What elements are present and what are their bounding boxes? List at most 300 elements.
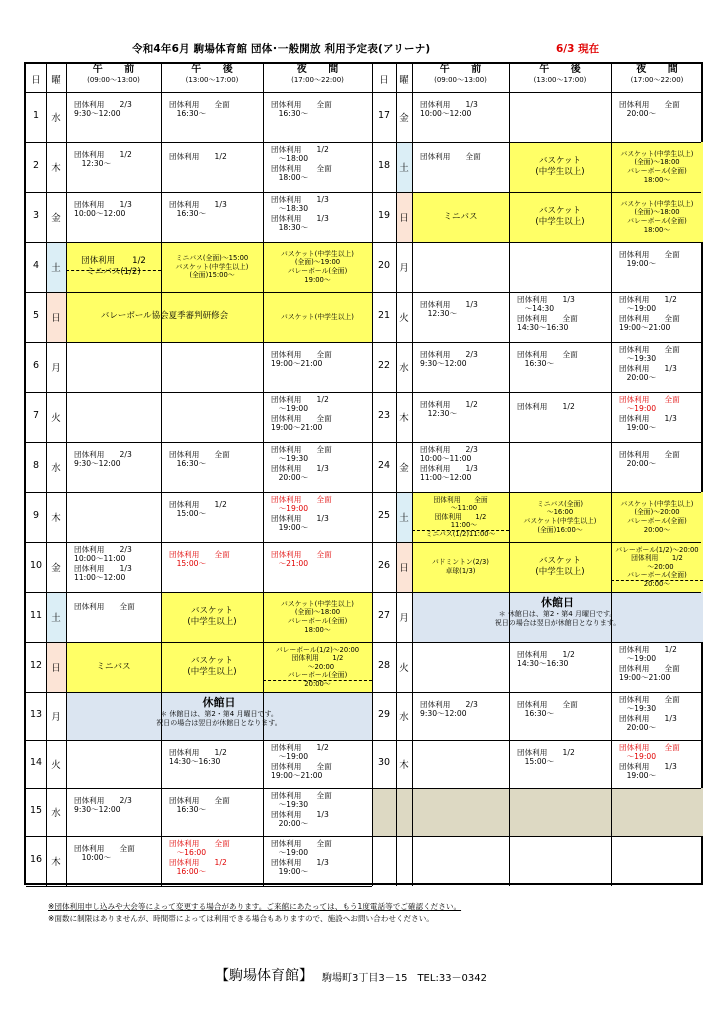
slot-text: 団体利用 全面 xyxy=(619,250,680,259)
slot-text: 団体利用 2/3 xyxy=(74,545,132,554)
slot-nt xyxy=(611,92,703,142)
grid-line xyxy=(26,442,701,443)
header-pm xyxy=(509,64,611,92)
slot-am xyxy=(66,242,161,292)
slot-text: 20:00～ xyxy=(271,473,309,483)
slot-text: ～19:00 xyxy=(271,404,309,414)
day-number: 7 xyxy=(32,410,40,421)
slot-text: 20:00～ xyxy=(619,373,657,383)
slot-text: 団体利用 2/3 xyxy=(74,100,132,109)
slot-pm xyxy=(161,392,263,442)
dow-cell xyxy=(46,442,66,492)
grid-line xyxy=(26,642,701,643)
day-of-week: 水 xyxy=(399,363,409,374)
header-dow-label: 曜 xyxy=(399,75,409,86)
slot-text: 15:00～ xyxy=(169,509,207,519)
day-number-cell xyxy=(26,292,46,342)
slot-pm xyxy=(161,592,263,642)
slot-text: ～18:30 xyxy=(271,204,309,214)
slot-nt xyxy=(611,692,703,740)
day-of-week: 火 xyxy=(51,760,61,771)
slot-nt xyxy=(611,192,703,242)
slot-text: 団体利用 1/3 xyxy=(271,857,329,867)
day-number: 27 xyxy=(377,610,391,621)
closed-day xyxy=(66,692,372,740)
event-label: (中学生以上) xyxy=(535,167,585,177)
facility-address: 駒場町3丁目3－15 TEL:33－0342 xyxy=(322,973,487,984)
slot-text: ～19:00 xyxy=(619,654,657,664)
day-number: 20 xyxy=(377,260,391,271)
dow-cell xyxy=(46,542,66,592)
dow-cell xyxy=(46,242,66,292)
slot-nt xyxy=(263,92,372,142)
dow-cell xyxy=(46,142,66,192)
dow-cell xyxy=(46,292,66,342)
page-title: 令和4年6月 駒場体育館 団体･一般開放 利用予定表(アリーナ) xyxy=(132,43,431,55)
event-am-pm xyxy=(66,292,263,342)
slot-text: 団体利用 全面 xyxy=(74,602,135,611)
slot-text: 団体利用 全面 xyxy=(169,450,230,459)
header-night-time: (17:00～22:00) xyxy=(291,76,344,84)
event-label: バスケット xyxy=(538,206,582,216)
slot-am xyxy=(412,242,509,292)
slot-pm xyxy=(509,692,611,740)
note-1: ※団体利用申し込みや大会等によって変更する場合があります。ご来館にあたっては、もう1度電話等でご確認ください。 xyxy=(48,902,462,911)
dow-cell xyxy=(396,292,412,342)
slot-pm xyxy=(509,142,611,192)
slot-text: 団体利用 全面 xyxy=(169,839,230,848)
slot-text: 15:00～ xyxy=(169,559,207,569)
day-number: 1 xyxy=(32,110,40,121)
slot-text: 団体利用 全面 xyxy=(271,550,332,559)
day-of-week: 土 xyxy=(51,613,61,624)
slot-text: 12:30～ xyxy=(74,159,112,169)
slot-text: 9:30～12:00 xyxy=(74,109,121,119)
day-number-cell xyxy=(372,642,396,692)
as-of-date: 6/3 現在 xyxy=(556,43,600,55)
slot-am xyxy=(412,92,509,142)
event-label: (全面)～18:00 xyxy=(634,158,680,167)
slot-pm xyxy=(509,342,611,392)
event-label: (全面)～18:00 xyxy=(294,608,341,617)
event-label: バスケット xyxy=(538,156,582,166)
day-number: 13 xyxy=(29,709,43,720)
slot-text: 団体利用 1/3 xyxy=(619,713,677,723)
separator xyxy=(263,680,372,681)
day-number: 16 xyxy=(29,854,43,865)
day-number-cell xyxy=(372,392,396,442)
slot-am xyxy=(412,192,509,242)
slot-pm xyxy=(509,92,611,142)
slot-text: 団体利用 1/3 xyxy=(420,300,478,309)
slot-text: 9:30～12:00 xyxy=(74,459,121,469)
dow-cell xyxy=(46,492,66,542)
slot-text: 16:30～ xyxy=(169,805,207,815)
slot-text: 20:00～ xyxy=(271,819,309,829)
day-number-cell xyxy=(26,740,46,788)
slot-am xyxy=(66,492,161,542)
day-number: 18 xyxy=(377,160,391,171)
day-number-cell xyxy=(26,192,46,242)
grid-line xyxy=(26,192,701,193)
slot-text: 団体利用 2/3 xyxy=(420,350,478,359)
slot-nt xyxy=(263,788,372,836)
day-number: 26 xyxy=(377,560,391,571)
slot-pm xyxy=(161,492,263,542)
slot-am xyxy=(412,442,509,492)
slot-am xyxy=(66,542,161,592)
grid-line xyxy=(396,64,397,886)
day-of-week: 水 xyxy=(51,808,61,819)
event-label: (中学生以上) xyxy=(535,567,585,577)
event-label: バレーボール(全面) xyxy=(287,671,348,680)
grid-line xyxy=(46,64,47,886)
slot-am xyxy=(66,142,161,192)
slot-text: 16:30～ xyxy=(169,109,207,119)
header-am-time: (09:00～13:00) xyxy=(87,76,140,84)
slot-nt xyxy=(611,392,703,442)
day-number-cell xyxy=(26,788,46,836)
slot-text: 団体利用 全面 xyxy=(271,791,332,800)
day-number: 4 xyxy=(32,260,40,271)
day-number: 10 xyxy=(29,560,43,571)
day-number-cell xyxy=(26,592,46,642)
grid-line xyxy=(26,542,701,543)
slot-text: ～19:00 xyxy=(271,848,309,858)
slot-text: 団体利用 全面 xyxy=(517,313,578,323)
slot-am xyxy=(412,342,509,392)
event-label: バスケット(中学生以上) xyxy=(523,517,597,525)
dow-cell xyxy=(396,592,412,642)
day-of-week: 木 xyxy=(399,760,409,771)
slot-pm xyxy=(509,242,611,292)
event-label: ミニバス xyxy=(443,211,478,222)
day-of-week: 土 xyxy=(399,513,409,524)
header-am-label: 午 前 xyxy=(92,64,144,75)
slot-pm xyxy=(509,642,611,692)
slot-am xyxy=(66,740,161,788)
header-day xyxy=(372,64,396,92)
day-number: 5 xyxy=(32,310,40,321)
day-of-week: 月 xyxy=(51,712,61,723)
slot-text: 19:00～ xyxy=(619,259,657,269)
event-label: バスケット(中学生以上) xyxy=(620,149,694,158)
header-night-label: 夜 間 xyxy=(296,64,348,75)
slot-text: 14:30～16:30 xyxy=(517,323,569,333)
slot-text: 団体利用 2/3 xyxy=(74,796,132,805)
day-number: 6 xyxy=(32,360,40,371)
day-of-week: 日 xyxy=(399,563,409,574)
slot-text: 団体利用 全面 xyxy=(271,495,332,504)
grid-line xyxy=(26,92,701,93)
slot-text: 団体利用 全面 xyxy=(169,100,230,109)
event-label: バスケット xyxy=(538,556,582,566)
slot-text: 19:00～ xyxy=(271,867,309,877)
separator xyxy=(412,530,509,531)
event-label: ミニバス(1/2) xyxy=(86,267,141,277)
slot-text: ～19:30 xyxy=(271,800,309,810)
day-of-week: 土 xyxy=(399,163,409,174)
event-label: ミニバス xyxy=(96,661,131,672)
header-night-time: (17:00～22:00) xyxy=(630,76,684,84)
slot-am xyxy=(412,740,509,788)
slot-pm xyxy=(161,92,263,142)
slot-text: 10:00～ xyxy=(74,853,112,863)
header-night xyxy=(263,64,372,92)
day-number-cell xyxy=(26,92,46,142)
grid-line xyxy=(26,788,701,789)
slot-nt xyxy=(263,740,372,788)
event-label: バレーボール協会夏季審判研修会 xyxy=(100,311,229,321)
slot-nt xyxy=(263,142,372,192)
slot-pm xyxy=(509,442,611,492)
day-number-cell xyxy=(372,92,396,142)
day-number-cell xyxy=(26,642,46,692)
slot-nt xyxy=(263,592,372,642)
slot-text: 20:00～ xyxy=(619,459,657,469)
header-pm-time: (13:00～17:00) xyxy=(533,76,587,84)
event-label: バスケット(中学生以上) xyxy=(620,199,694,208)
slot-text: 団体利用 1/2 xyxy=(517,650,575,659)
slot-am xyxy=(66,788,161,836)
day-number: 14 xyxy=(29,757,43,768)
event-label: バスケット(中学生以上) xyxy=(281,599,354,608)
slot-pm xyxy=(161,642,263,692)
slot-text: 団体利用 全面 xyxy=(619,345,680,354)
day-number-cell xyxy=(372,242,396,292)
slot-text: 20:00～ xyxy=(619,109,657,119)
slot-text: 19:00～ xyxy=(619,423,657,433)
event-label: 団体利用 1/2 xyxy=(434,512,487,521)
event-label: バレーボール(全面) xyxy=(287,617,348,625)
day-of-week: 木 xyxy=(51,513,61,524)
slot-am xyxy=(66,642,161,692)
slot-nt xyxy=(263,192,372,242)
slot-text: 団体利用 全面 xyxy=(271,100,332,109)
slot-text: 14:30～16:30 xyxy=(517,659,569,669)
event-label: ～20:00 xyxy=(640,562,674,571)
slot-nt xyxy=(611,342,703,392)
slot-text: 19:00～21:00 xyxy=(619,323,671,333)
slot-text: 団体利用 1/3 xyxy=(74,563,132,573)
slot-nt xyxy=(611,292,703,342)
header-dow-label: 曜 xyxy=(51,75,61,86)
slot-text: 団体利用 全面 xyxy=(271,761,332,771)
day-number-cell xyxy=(26,692,46,740)
slot-text: 19:00～21:00 xyxy=(271,423,323,433)
day-number-cell xyxy=(372,692,396,740)
slot-text: 団体利用 全面 xyxy=(619,743,680,752)
dow-cell xyxy=(396,642,412,692)
dow-cell xyxy=(46,740,66,788)
day-number: 19 xyxy=(377,210,391,221)
closed-note-2: 祝日の場合は翌日が休館日となります。 xyxy=(494,619,621,627)
dow-cell xyxy=(396,740,412,788)
schedule-table xyxy=(24,62,703,885)
day-number: 22 xyxy=(377,360,391,371)
slot-text: 18:00～ xyxy=(271,173,309,183)
slot-text: 団体利用 1/3 xyxy=(271,513,329,523)
empty-row xyxy=(372,788,703,836)
event-label: (中学生以上) xyxy=(187,617,237,627)
day-of-week: 金 xyxy=(399,463,409,474)
dow-cell xyxy=(46,192,66,242)
header-night xyxy=(611,64,703,92)
slot-am xyxy=(412,292,509,342)
slot-text: ～16:00 xyxy=(169,848,207,858)
slot-text: ～19:00 xyxy=(619,404,657,414)
dow-cell xyxy=(46,692,66,740)
day-number: 15 xyxy=(29,805,43,816)
event-label: バレーボール(全面) xyxy=(627,571,687,580)
day-number-cell xyxy=(372,492,396,542)
dow-cell xyxy=(46,836,66,886)
slot-text: 16:30～ xyxy=(517,359,555,369)
slot-text: 団体利用 1/2 xyxy=(420,400,478,409)
dow-cell xyxy=(46,92,66,142)
slot-am xyxy=(66,592,161,642)
event-label: バレーボール(1/2)～20:00 xyxy=(275,645,360,654)
slot-text: ～19:00 xyxy=(271,504,309,514)
grid-line xyxy=(26,740,701,741)
slot-text: ～19:00 xyxy=(619,304,657,314)
slot-text: 16:30～ xyxy=(517,709,555,719)
facility-name: 【駒場体育館】 xyxy=(215,968,313,984)
grid-line xyxy=(26,342,701,343)
slot-text: ～14:30 xyxy=(517,304,555,314)
day-number-cell xyxy=(372,142,396,192)
header-pm-label: 午 後 xyxy=(191,64,242,75)
slot-text: ～19:30 xyxy=(271,454,309,464)
event-label: バレーボール(全面) xyxy=(627,167,687,175)
event-label: 11:00～ xyxy=(443,521,478,530)
slot-text: ～19:00 xyxy=(271,752,309,762)
day-of-week: 月 xyxy=(51,363,61,374)
slot-pm xyxy=(509,542,611,592)
slot-text: 団体利用 1/2 xyxy=(517,402,575,411)
event-label: ～11:00 xyxy=(443,504,478,513)
event-label: バスケット(中学生以上) xyxy=(620,499,694,508)
note-2: ※面数に制限はありませんが、時間帯によっては利用できる場合もありますので、施設へお問い合わせください。 xyxy=(48,914,434,923)
slot-am xyxy=(66,392,161,442)
slot-text: 団体利用 1/3 xyxy=(271,213,329,223)
grid-line xyxy=(412,64,413,886)
day-number-cell xyxy=(372,592,396,642)
slot-nt xyxy=(263,542,372,592)
event-label: ミニバス(全面)～15:00 xyxy=(175,254,249,263)
day-number-cell xyxy=(26,142,46,192)
slot-text: 19:00～21:00 xyxy=(619,673,671,683)
event-label: バレーボール(全面) xyxy=(627,517,687,525)
event-label: (全面)15:00～ xyxy=(189,271,235,280)
event-label: 団体利用 1/2 xyxy=(631,554,683,563)
event-label: 19:00～ xyxy=(304,275,331,284)
slot-text: 団体利用 1/3 xyxy=(169,200,227,209)
slot-text: ～19:30 xyxy=(619,354,657,364)
header-am xyxy=(412,64,509,92)
day-number: 21 xyxy=(377,310,391,321)
slot-text: 団体利用 1/2 xyxy=(169,152,227,161)
day-number: 25 xyxy=(377,510,391,521)
day-number: 23 xyxy=(377,410,391,421)
slot-text: 団体利用 1/2 xyxy=(169,857,227,867)
day-of-week: 水 xyxy=(51,463,61,474)
event-label: ミニバス(全面) xyxy=(536,499,584,508)
slot-text: 16:30～ xyxy=(169,209,207,219)
slot-text: 団体利用 2/3 xyxy=(74,450,132,459)
day-number: 29 xyxy=(377,709,391,720)
closed-note-1: ＊ 休館日は、第2・第4 月曜日です。 xyxy=(160,710,278,718)
event-label: ～20:00 xyxy=(300,662,335,671)
slot-text: 団体利用 1/3 xyxy=(517,295,575,304)
day-of-week: 月 xyxy=(399,263,409,274)
closed-note-1: ＊ 休館日は、第2・第4 月曜日です。 xyxy=(498,610,617,618)
event-label: 20:00～ xyxy=(643,525,671,534)
header-am-time: (09:00～13:00) xyxy=(434,76,487,84)
slot-pm xyxy=(509,492,611,542)
header-pm xyxy=(161,64,263,92)
slot-text: 団体利用 1/3 xyxy=(420,463,478,473)
slot-text: 団体利用 1/2 xyxy=(169,748,227,757)
slot-text: 14:30～16:30 xyxy=(169,757,221,767)
slot-text: 団体利用 1/2 xyxy=(517,748,575,757)
slot-nt xyxy=(611,242,703,292)
slot-text: 団体利用 1/2 xyxy=(271,145,329,154)
day-number-cell xyxy=(372,442,396,492)
slot-am xyxy=(412,542,509,592)
day-of-week: 日 xyxy=(51,313,61,324)
slot-nt xyxy=(611,142,703,192)
slot-am xyxy=(412,392,509,442)
slot-text: 10:00～12:00 xyxy=(420,109,472,119)
header-day xyxy=(26,64,46,92)
slot-text: 団体利用 全面 xyxy=(420,152,481,161)
slot-text: 団体利用 1/3 xyxy=(619,363,677,373)
slot-text: 団体利用 1/2 xyxy=(74,150,132,159)
slot-pm xyxy=(161,740,263,788)
slot-text: 団体利用 1/3 xyxy=(619,413,677,423)
slot-am xyxy=(66,92,161,142)
header-dow xyxy=(46,64,66,92)
slot-text: 団体利用 1/3 xyxy=(420,100,478,109)
dow-cell xyxy=(396,542,412,592)
slot-text: 団体利用 全面 xyxy=(169,550,230,559)
grid-line xyxy=(26,242,701,243)
slot-text: 団体利用 2/3 xyxy=(420,700,478,709)
slot-text: 団体利用 全面 xyxy=(517,350,578,359)
day-number: 11 xyxy=(29,610,43,621)
event-label: (中学生以上) xyxy=(187,667,237,677)
slot-text: 団体利用 全面 xyxy=(517,700,578,709)
day-of-week: 金 xyxy=(51,213,61,224)
slot-text: 19:00～21:00 xyxy=(271,771,323,781)
slot-text: 19:00～ xyxy=(619,771,657,781)
slot-am xyxy=(412,142,509,192)
slot-am xyxy=(66,192,161,242)
slot-text: 15:00～ xyxy=(517,757,555,767)
event-label: バレーボール(全面) xyxy=(627,217,687,225)
slot-nt xyxy=(611,642,703,692)
slot-pm xyxy=(161,542,263,592)
grid-line xyxy=(66,64,67,886)
slot-text: 19:00～21:00 xyxy=(271,359,323,369)
slot-text: 10:00～11:00 xyxy=(420,454,472,464)
slot-text: 団体利用 1/3 xyxy=(271,463,329,473)
day-number-cell xyxy=(26,836,46,886)
dow-cell xyxy=(396,392,412,442)
slot-text: 団体利用 全面 xyxy=(271,163,332,173)
event-label: 団体利用 1/2 xyxy=(291,654,344,663)
